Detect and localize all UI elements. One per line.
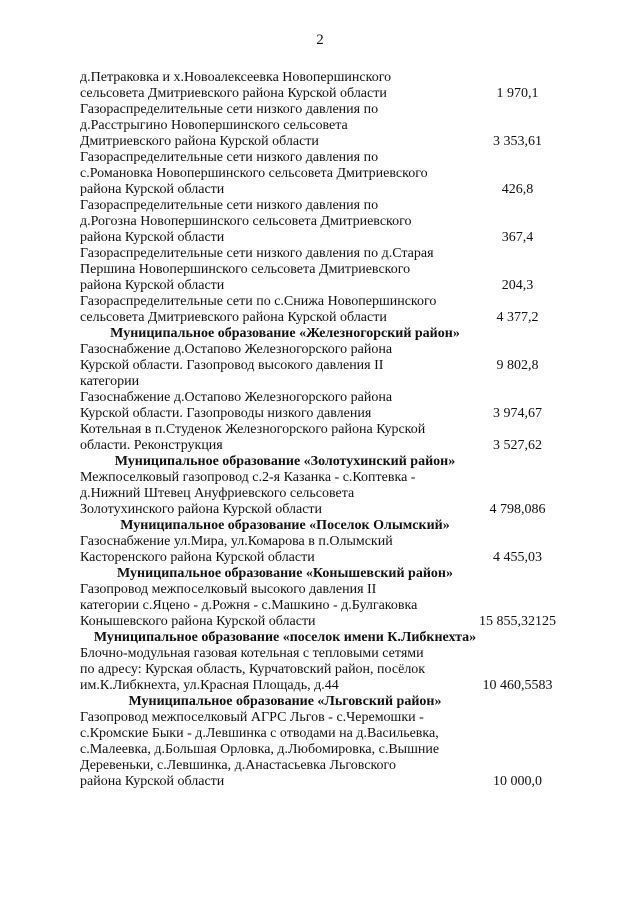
description-line: им.К.Либкнехта, ул.Красная Площадь, д.44 (80, 678, 339, 693)
item-description (80, 150, 465, 198)
description-line: района Курской области (80, 774, 225, 789)
item-description (80, 710, 465, 790)
document-body (80, 70, 570, 790)
item-amount: 4 377,2 (496, 310, 539, 325)
item-row (80, 70, 570, 102)
description-line: с.Кромские Быки - д.Левшинка с отводами на д.Васильевка, (80, 726, 439, 741)
description-line: Деревеньки, с.Левшинка, д.Анастасьевка Льговского (80, 758, 396, 773)
description-line: Газопровод межпоселковый АГРС Льгов - с.Черемошки - (80, 710, 424, 725)
description-line: д.Нижний Штевец Ануфриевского сельсовета (80, 486, 355, 501)
item-description (80, 646, 465, 694)
item-amount: 3 974,67 (493, 406, 542, 421)
description-line: с.Романовка Новопершинского сельсовета Дмитриевского (80, 166, 428, 181)
description-line: категории (80, 374, 140, 389)
description-line: Першина Новопершинского сельсовета Дмитриевского (80, 262, 411, 277)
item-description (80, 390, 465, 422)
item-description (80, 246, 465, 294)
item-description (80, 582, 465, 630)
item-row (80, 198, 570, 246)
item-amount: 3 527,62 (493, 438, 542, 453)
description-line: д.Петраковка и х.Новоалексеевка Новопершинского (80, 70, 392, 85)
section-header: Муниципальное образование «Золотухинский район» (114, 454, 456, 469)
description-line: Курской области. Газопроводы низкого давления (80, 406, 372, 421)
item-description (80, 470, 465, 518)
item-row (80, 246, 570, 294)
item-row (80, 646, 570, 694)
item-description (80, 294, 465, 326)
item-description (80, 534, 465, 566)
item-amount: 10 000,0 (493, 774, 542, 789)
description-line: Касторенского района Курской области (80, 550, 315, 565)
description-line: Межпоселковый газопровод с.2-я Казанка - с.Коптевка - (80, 470, 416, 485)
item-row (80, 294, 570, 326)
item-amount: 426,8 (501, 182, 534, 197)
description-line: с.Малеевка, д.Большая Орловка, д.Любомировка, с.Вышние (80, 742, 440, 757)
description-line: Дмитриевского района Курской области (80, 134, 319, 149)
description-line: д.Расстрыгино Новопершинского сельсовета (80, 118, 348, 133)
description-line: Газораспределительные сети по с.Снижа Новопершинского (80, 294, 437, 309)
description-line: сельсовета Дмитриевского района Курской области (80, 310, 387, 325)
item-amount: 9 802,8 (496, 358, 539, 373)
description-line: д.Рогозна Новопершинского сельсовета Дмитриевского (80, 214, 412, 229)
description-line: района Курской области (80, 230, 225, 245)
description-line: сельсовета Дмитриевского района Курской области (80, 86, 387, 101)
item-description (80, 198, 465, 246)
description-line: Конышевского района Курской области (80, 614, 316, 629)
item-description (80, 342, 465, 390)
item-row (80, 470, 570, 518)
section-header: Муниципальное образование «Железногорский район» (110, 326, 460, 341)
description-line: по адресу: Курская область, Курчатовский район, посёлок (80, 662, 426, 677)
item-row (80, 342, 570, 390)
item-row (80, 422, 570, 454)
item-row (80, 710, 570, 790)
description-line: области. Реконструкция (80, 438, 223, 453)
item-row (80, 582, 570, 630)
description-line: Газопровод межпоселковый высокого давления II (80, 582, 377, 597)
description-line: района Курской области (80, 182, 225, 197)
description-line: категории с.Яцено - д.Рожня - с.Машкино - д.Булгаковка (80, 598, 418, 613)
item-row (80, 390, 570, 422)
description-line: Курской области. Газопровод высокого давления II (80, 358, 384, 373)
item-amount: 204,3 (501, 278, 534, 293)
description-line: Газоснабжение д.Остапово Железногорского района (80, 390, 393, 405)
description-line: Газораспределительные сети низкого давления по д.Старая (80, 246, 434, 261)
description-line: района Курской области (80, 278, 225, 293)
item-amount: 4 798,086 (489, 502, 546, 517)
item-description (80, 102, 465, 150)
section-header: Муниципальное образование «Льговский район» (128, 694, 442, 709)
item-description (80, 422, 465, 454)
item-row (80, 150, 570, 198)
description-line: Газораспределительные сети низкого давления по (80, 102, 379, 117)
section-header: Муниципальное образование «поселок имени К.Либкнехта» (93, 630, 477, 645)
description-line: Газораспределительные сети низкого давления по (80, 198, 379, 213)
description-line: Газоснабжение д.Остапово Железногорского района (80, 342, 393, 357)
item-amount: 15 855,32125 (479, 614, 556, 629)
item-amount: 3 353,61 (493, 134, 542, 149)
description-line: Золотухинского района Курской области (80, 502, 323, 517)
item-amount: 1 970,1 (496, 86, 539, 101)
item-description (80, 70, 465, 102)
item-row (80, 102, 570, 150)
page-number: 2 (316, 32, 324, 48)
description-line: Газораспределительные сети низкого давления по (80, 150, 379, 165)
item-amount: 4 455,03 (493, 550, 542, 565)
item-row (80, 534, 570, 566)
item-amount: 10 460,5583 (482, 678, 553, 693)
section-header: Муниципальное образование «Поселок Олымский» (120, 518, 450, 533)
description-line: Котельная в п.Студенок Железногорского района Курской (80, 422, 426, 437)
item-amount: 367,4 (501, 230, 534, 245)
description-line: Блочно-модульная газовая котельная с тепловыми сетями (80, 646, 424, 661)
description-line: Газоснабжение ул.Мира, ул.Комарова в п.Олымский (80, 534, 393, 549)
section-header: Муниципальное образование «Конышевский район» (117, 566, 453, 581)
